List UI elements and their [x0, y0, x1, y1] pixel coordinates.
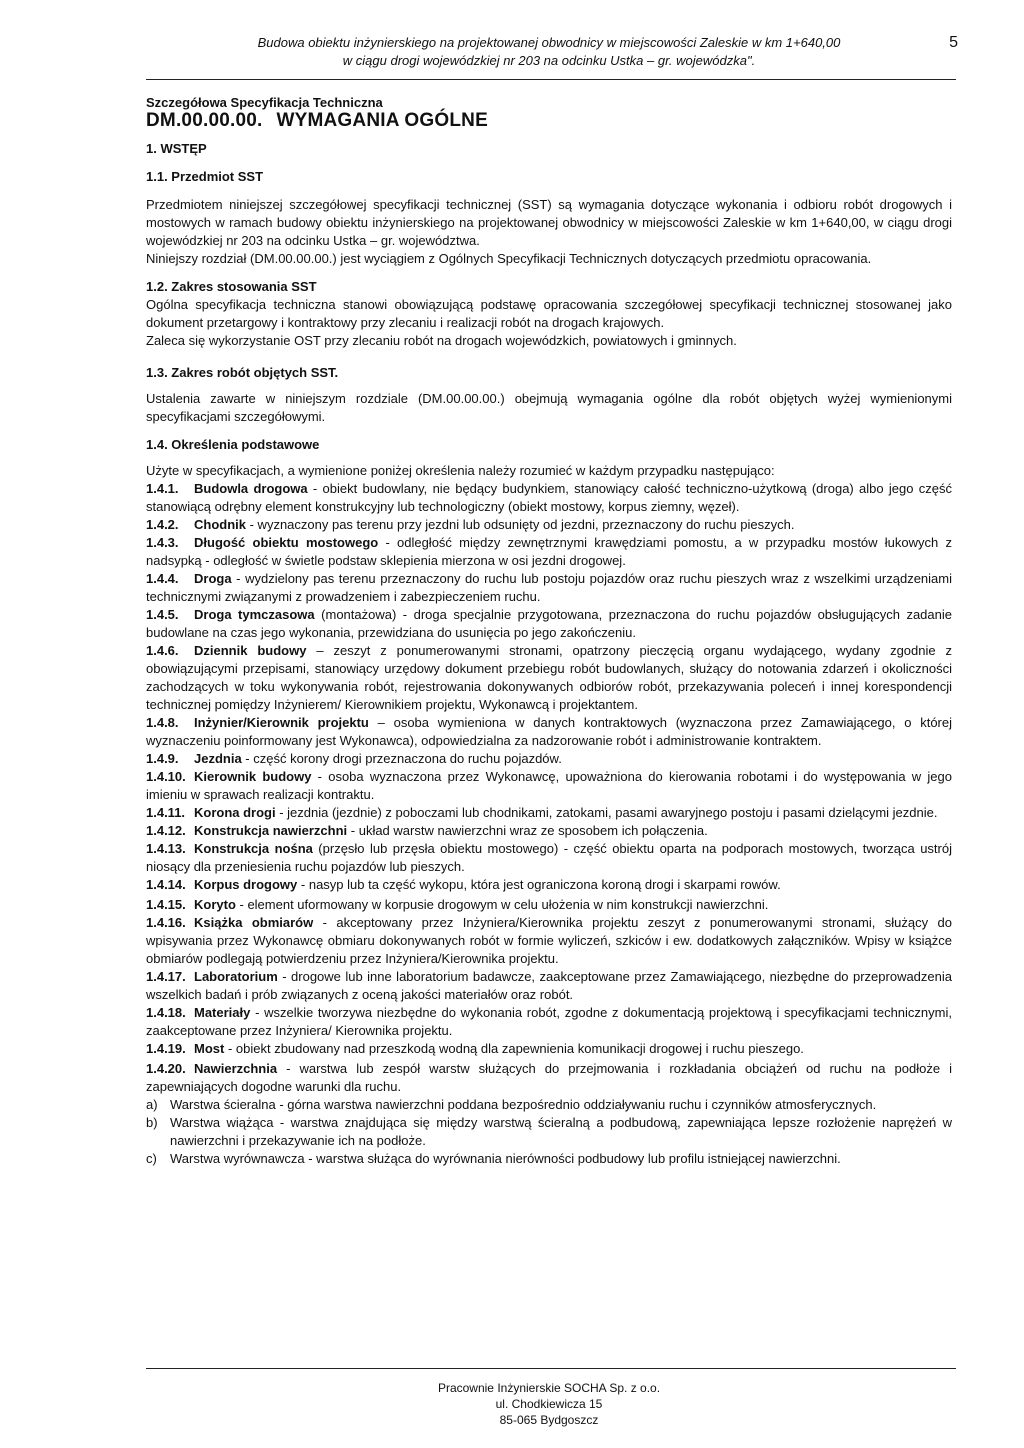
definition-number: 1.4.3.	[146, 535, 179, 550]
definition-number: 1.4.2.	[146, 517, 179, 532]
definition-term: Droga	[194, 571, 232, 586]
section-1-1-paragraph: Przedmiotem niniejszej szczegółowej specyfikacji technicznej (SST) są wymagania dotyczące wykonania i odbioru robót drogowych i mostowych w ramach budowy obiektu inżynierskiego na projektowanej obwodnicy w miejscowości Zaleskie w km 1+640,00, w ciągu drogi wojewódzkiej nr 203 na odcinku Ustka – gr. województwa.	[146, 197, 952, 248]
definition-text: - nasyp lub ta część wykopu, która jest ograniczona koroną drogi i skarpami rowów.	[297, 877, 781, 892]
document-title	[146, 112, 952, 130]
section-1-heading: 1. WSTĘP	[146, 141, 207, 156]
definition-number: 1.4.18.	[146, 1005, 186, 1020]
definition-term: Korona drogi	[194, 805, 276, 820]
definition-item	[146, 876, 952, 894]
page-number: 5	[949, 34, 958, 51]
definition-term: Książka obmiarów	[194, 915, 314, 930]
definition-term: Laboratorium	[194, 969, 278, 984]
definition-item	[146, 822, 952, 840]
definition-number: 1.4.5.	[146, 607, 179, 622]
document-body	[146, 94, 952, 1168]
header-line-2: w ciągu drogi wojewódzkiej nr 203 na odcinku Ustka – gr. wojewódzka".	[342, 53, 756, 68]
list-item	[146, 1150, 952, 1168]
section-1-2-paragraph: Zaleca się wykorzystanie OST przy zlecaniu robót na drogach wojewódzkich, powiatowych i gminnych.	[146, 333, 737, 348]
definition-text: – osoba wymieniona w danych kontraktowych (wyznaczona przez Zamawiającego, o której wyznaczeniu poinformowany jest Wykonawca), odpowiedzialna za nadzorowanie robót i administrowanie kontraktem.	[146, 715, 952, 748]
header-line-1: Budowa obiektu inżynierskiego na projektowanej obwodnicy w miejscowości Zaleskie w km 1+640,00	[257, 35, 841, 50]
spec-title: Szczegółowa Specyfikacja Techniczna	[146, 95, 383, 110]
definition-text: - obiekt budowlany, nie będący budynkiem, stanowiący całość techniczno-użytkową (droga) albo jego część stanowiącą odrębny element konstrukcyjny lub technologiczny (obiekt mostowy, korpus ziemny, węzeł).	[146, 481, 952, 514]
definition-number: 1.4.16.	[146, 915, 186, 930]
footer-company: Pracownie Inżynierskie SOCHA Sp. z o.o.	[437, 1381, 661, 1395]
definition-text: - odległość między zewnętrznymi krawędziami pomostu, a w przypadku mostów łukowych z nadsypką - odległość w świetle podstaw sklepienia mierzona w osi jezdni drogowej.	[146, 535, 952, 568]
section-1-1-heading: 1.1. Przedmiot SST	[146, 169, 264, 184]
definition-text: - wyznaczony pas terenu przy jezdni lub odsunięty od jezdni, przeznaczony do ruchu pieszych.	[246, 517, 795, 532]
footer-street: ul. Chodkiewicza 15	[495, 1397, 603, 1411]
definition-text: - układ warstw nawierzchni wraz ze sposobem ich połączenia.	[347, 823, 708, 838]
definition-number: 1.4.19.	[146, 1041, 186, 1056]
definition-number: 1.4.11.	[146, 805, 186, 820]
definition-number: 1.4.14.	[146, 877, 186, 892]
section-1-4-intro: Użyte w specyfikacjach, a wymienione poniżej określenia należy rozumieć w każdym przypadku następująco:	[146, 463, 775, 478]
definition-term: Chodnik	[194, 517, 246, 532]
section-1-3-paragraph: Ustalenia zawarte w niniejszym rozdziale (DM.00.00.00.) obejmują wymagania ogólne dla robót objętych wyżej wymienionymi specyfikacjami szczegółowymi.	[146, 391, 952, 424]
definition-text: - część korony drogi przeznaczona do ruchu pojazdów.	[241, 751, 562, 766]
definition-item	[146, 1060, 952, 1096]
definition-number: 1.4.6.	[146, 643, 179, 658]
definition-item	[146, 750, 952, 768]
definition-term: Korpus drogowy	[194, 877, 298, 892]
definition-item	[146, 768, 952, 804]
definition-item	[146, 516, 952, 534]
definition-text: - jezdnia (jezdnie) z poboczami lub chodnikami, zatokami, pasami awaryjnego postoju i pasami dzielącymi jezdnie.	[275, 805, 938, 820]
definition-number: 1.4.13.	[146, 841, 186, 856]
footer-city: 85-065 Bydgoszcz	[499, 1413, 599, 1427]
definition-item	[146, 570, 952, 606]
document-code: DM.00.00.00.	[146, 110, 263, 131]
definition-text: - element uformowany w korpusie drogowym w celu ułożenia w nim konstrukcji nawierzchni.	[235, 897, 769, 912]
list-label: a)	[146, 1097, 158, 1112]
section-1-2-heading: 1.2. Zakres stosowania SST	[146, 279, 317, 294]
definition-number: 1.4.4.	[146, 571, 179, 586]
definition-number: 1.4.15.	[146, 897, 186, 912]
list-item	[146, 1114, 952, 1150]
list-text: Warstwa wiążąca - warstwa znajdująca się między warstwą ścieralną a podbudową, zapewniająca lepsze rozłożenie naprężeń w nawierzchni i przekazywanie ich na podłoże.	[170, 1115, 952, 1148]
definition-term: Koryto	[194, 897, 236, 912]
definition-term: Długość obiektu mostowego	[194, 535, 379, 550]
section-1-4-heading: 1.4. Określenia podstawowe	[146, 437, 320, 452]
definition-term: Materiały	[194, 1005, 251, 1020]
definition-number: 1.4.20.	[146, 1061, 186, 1076]
running-header	[146, 34, 952, 70]
definition-item	[146, 1040, 952, 1058]
definition-item	[146, 968, 952, 1004]
header-rule	[146, 79, 956, 80]
pavement-layers-list	[146, 1096, 952, 1168]
definition-number: 1.4.8.	[146, 715, 179, 730]
definition-term: Kierownik budowy	[194, 769, 312, 784]
definition-text: - wydzielony pas terenu przeznaczony do ruchu lub postoju pojazdów oraz ruchu pieszych wraz z wszelkimi urządzeniami technicznymi związanymi z prowadzeniem i zabezpieczeniem ruchu.	[146, 571, 952, 604]
definition-number: 1.4.17.	[146, 969, 186, 984]
definition-term: Konstrukcja nawierzchni	[194, 823, 348, 838]
section-1-1-paragraph: Niniejszy rozdział (DM.00.00.00.) jest wyciągiem z Ogólnych Specyfikacji Technicznych dotyczących przedmiotu opracowania.	[146, 251, 872, 266]
definition-text: - warstwa lub zespół warstw służących do przejmowania i rozkładania obciążeń od ruchu na podłoże i zapewniających dogodne warunki dla ruchu.	[146, 1061, 952, 1094]
page-footer	[146, 1380, 952, 1428]
definition-text: - wszelkie tworzywa niezbędne do wykonania robót, zgodne z dokumentacją projektową i specyfikacjami technicznymi, zaakceptowane przez Inżyniera/ Kierownika projektu.	[146, 1005, 952, 1038]
list-text: Warstwa ścieralna - górna warstwa nawierzchni poddana bezpośrednio oddziaływaniu ruchu i czynników atmosferycznych.	[170, 1097, 877, 1112]
definition-term: Droga tymczasowa	[194, 607, 315, 622]
definition-item	[146, 896, 952, 914]
list-label: c)	[146, 1151, 157, 1166]
definition-term: Jezdnia	[194, 751, 242, 766]
definition-item	[146, 480, 952, 516]
definition-number: 1.4.10.	[146, 769, 186, 784]
definition-item	[146, 804, 952, 822]
definition-item	[146, 642, 952, 714]
list-label: b)	[146, 1115, 158, 1130]
definition-term: Inżynier/Kierownik projektu	[194, 715, 369, 730]
definition-item	[146, 606, 952, 642]
section-1-3-heading: 1.3. Zakres robót objętych SST.	[146, 365, 339, 380]
definition-term: Konstrukcja nośna	[194, 841, 313, 856]
definition-item	[146, 1004, 952, 1040]
definition-text: – zeszyt z ponumerowanymi stronami, opatrzony pieczęcią organu wydającego, wydany zgodnie z obowiązującymi przepisami, stanowiący urzędowy dokument przebiegu robót budowlanych, służący do notowania zdarzeń i okoliczności zachodzących w toku wykonywania robót, rejestrowania dokonywanych odbiorów robót, przekazywania poleceń i innej korespondencji technicznej pomiędzy Inżynierem/ Kierownikiem projektu, Wykonawcą i projektantem.	[146, 643, 953, 712]
definition-item	[146, 914, 952, 968]
definition-item	[146, 534, 952, 570]
document-title-text: WYMAGANIA OGÓLNE	[276, 110, 488, 131]
definition-item	[146, 714, 952, 750]
definitions-list	[146, 480, 952, 1096]
definition-number: 1.4.9.	[146, 751, 179, 766]
definition-text: - drogowe lub inne laboratorium badawcze, zaakceptowane przez Zamawiającego, niezbędne do przeprowadzenia wszelkich badań i prób związanych z oceną jakości materiałów oraz robót.	[146, 969, 952, 1002]
definition-text: (montażowa) - droga specjalnie przygotowana, przeznaczona do ruchu pojazdów obsługujących zadanie budowlane na czas jego wykonania, przewidziana do usunięcia po jego zakończeniu.	[146, 607, 952, 640]
definition-text: - osoba wyznaczona przez Wykonawcę, upoważniona do kierowania robotami i do występowania w jego imieniu w sprawach realizacji kontraktu.	[146, 769, 952, 802]
definition-term: Budowla drogowa	[194, 481, 308, 496]
section-1-2-paragraph: Ogólna specyfikacja techniczna stanowi obowiązującą podstawę opracowania szczegółowej specyfikacji technicznej stosowanej jako dokument przetargowy i kontraktowy przy zlecaniu i realizacji robót na drogach krajowych.	[146, 297, 952, 330]
definition-text: - akceptowany przez Inżyniera/Kierownika projektu zeszyt z ponumerowanymi stronami, służący do wpisywania przez Wykonawcę obmiaru dokonywanych robót w formie wyliczeń, szkiców i ew. dodatkowych załączników. Wpisy w książce obmiarów podlegają potwierdzeniu przez Inżyniera/Kierownika projektu.	[146, 915, 952, 966]
definition-term: Most	[194, 1041, 225, 1056]
definition-number: 1.4.12.	[146, 823, 186, 838]
definition-text: - obiekt zbudowany nad przeszkodą wodną dla zapewnienia komunikacji drogowej i ruchu pieszego.	[224, 1041, 804, 1056]
list-item	[146, 1096, 952, 1114]
definition-number: 1.4.1.	[146, 481, 179, 496]
list-text: Warstwa wyrównawcza - warstwa służąca do wyrównania nierówności podbudowy lub profilu istniejącej nawierzchni.	[170, 1151, 841, 1166]
footer-rule	[146, 1368, 956, 1369]
definition-text: (przęsło lub przęsła obiektu mostowego) - część obiektu oparta na podporach mostowych, tworząca ustrój niosący dla przeniesienia ruchu pojazdów lub pieszych.	[146, 841, 952, 874]
definition-term: Nawierzchnia	[194, 1061, 278, 1076]
definition-term: Dziennik budowy	[194, 643, 307, 658]
definition-item	[146, 840, 952, 876]
